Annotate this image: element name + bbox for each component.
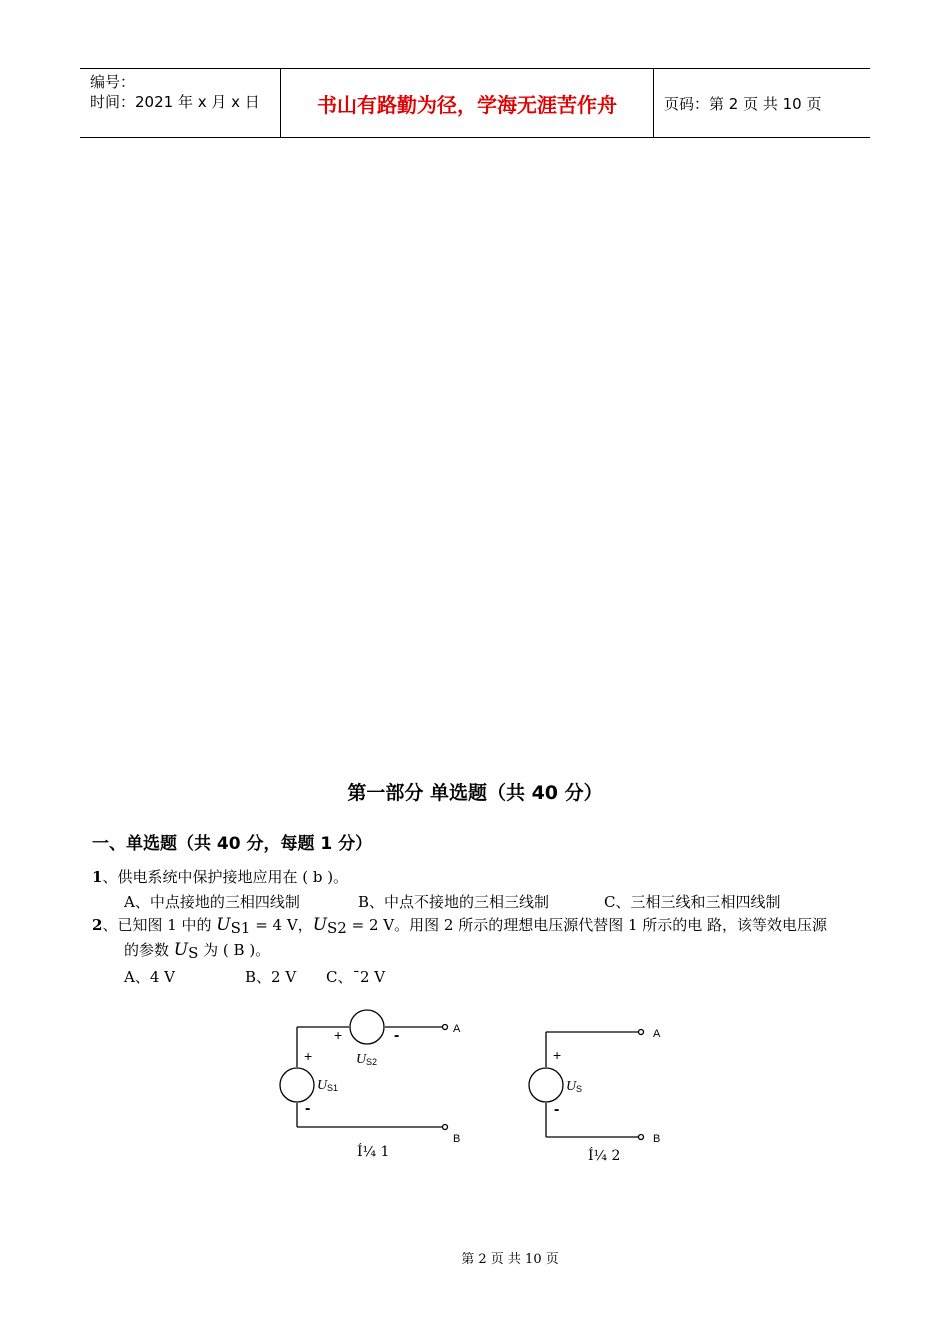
header-page-label: 页码：第 2 页 共 10 页 (664, 94, 822, 113)
fig1-terminal-b: B (453, 1133, 461, 1145)
us-symbol: U (173, 940, 189, 960)
question-1-option-c: C、三相三线和三相四线制 (604, 893, 781, 911)
question-2-line-2 (124, 939, 270, 962)
figure-1-caption: Í¼ 1 (357, 1144, 390, 1160)
terminal-b-icon (639, 1135, 644, 1140)
question-1-option-a: A、中点接地的三相四线制 (124, 893, 300, 911)
fig2-plus: + (553, 1047, 562, 1063)
us2-symbol: U (312, 915, 328, 935)
source-us-icon (529, 1068, 563, 1102)
question-2-text-2: = 4 V， (250, 916, 313, 934)
us1-symbol: U (216, 915, 231, 935)
question-2-number: 2 (92, 916, 103, 934)
us1-subscript: S1 (230, 919, 251, 937)
fig1-us2-sub: S2 (366, 1057, 378, 1067)
question-2-line2-b: 为 ( B )。 (198, 941, 271, 959)
fig2-us-label: U (566, 1079, 577, 1094)
figure-1-circuit (270, 1005, 480, 1150)
header-motto: 书山有路勤为径，学海无涯苦作舟 (281, 69, 654, 137)
fig2-terminal-b: B (653, 1133, 661, 1145)
question-1 (92, 866, 348, 887)
fig1-minus-left: - (305, 1100, 311, 1117)
us-subscript: S (188, 944, 199, 962)
question-2-line2-a: 的参数 (124, 941, 174, 959)
source-us1-icon (280, 1068, 314, 1102)
figure-2-circuit (520, 1020, 680, 1150)
fig1-us1-sub: S1 (327, 1083, 339, 1093)
question-2-text-3: = 2 V。用图 2 所示的理想电压源代替图 1 所示的电 路，该等效电压源 (346, 916, 828, 934)
page-footer: 第 2 页 共 10 页 (461, 1252, 559, 1267)
question-2-option-a: A、4 V (124, 968, 175, 986)
header-time: 时间：2021 年 x 月 x 日 (90, 93, 260, 111)
question-2-option-b: B、2 V (245, 968, 297, 986)
question-1-number: 1 (92, 868, 103, 886)
subsection-title: 一、单选题（共 40 分，每题 1 分） (92, 834, 373, 854)
header-number: 编号： (90, 73, 136, 91)
fig2-terminal-a: A (653, 1028, 661, 1040)
fig2-us-sub: S (576, 1084, 583, 1094)
figure-2-caption: Í¼ 2 (588, 1148, 621, 1164)
fig1-terminal-a: A (453, 1023, 461, 1035)
question-1-option-b: B、中点不接地的三相三线制 (358, 893, 550, 911)
question-1-text: 、供电系统中保护接地应用在 ( b )。 (102, 868, 349, 886)
section-title: 第一部分 单选题（共 40 分） (347, 782, 603, 804)
fig1-us1-label: U (317, 1078, 328, 1093)
fig1-us2-label: U (356, 1052, 367, 1067)
us2-subscript: S2 (327, 919, 347, 937)
question-2 (92, 914, 827, 937)
fig2-minus: - (554, 1101, 560, 1118)
terminal-a-icon (443, 1025, 448, 1030)
question-2-option-c: C、ˉ2 V (326, 968, 386, 986)
terminal-b-icon (443, 1125, 448, 1130)
fig1-plus-left: + (304, 1048, 313, 1064)
fig1-plus-top: + (334, 1027, 343, 1043)
page-header (80, 68, 870, 138)
fig1-minus-top: - (394, 1027, 400, 1044)
terminal-a-icon (639, 1030, 644, 1035)
source-us2-icon (350, 1010, 384, 1044)
header-meta (80, 69, 281, 137)
question-2-text-1: 、已知图 1 中的 (102, 916, 217, 934)
